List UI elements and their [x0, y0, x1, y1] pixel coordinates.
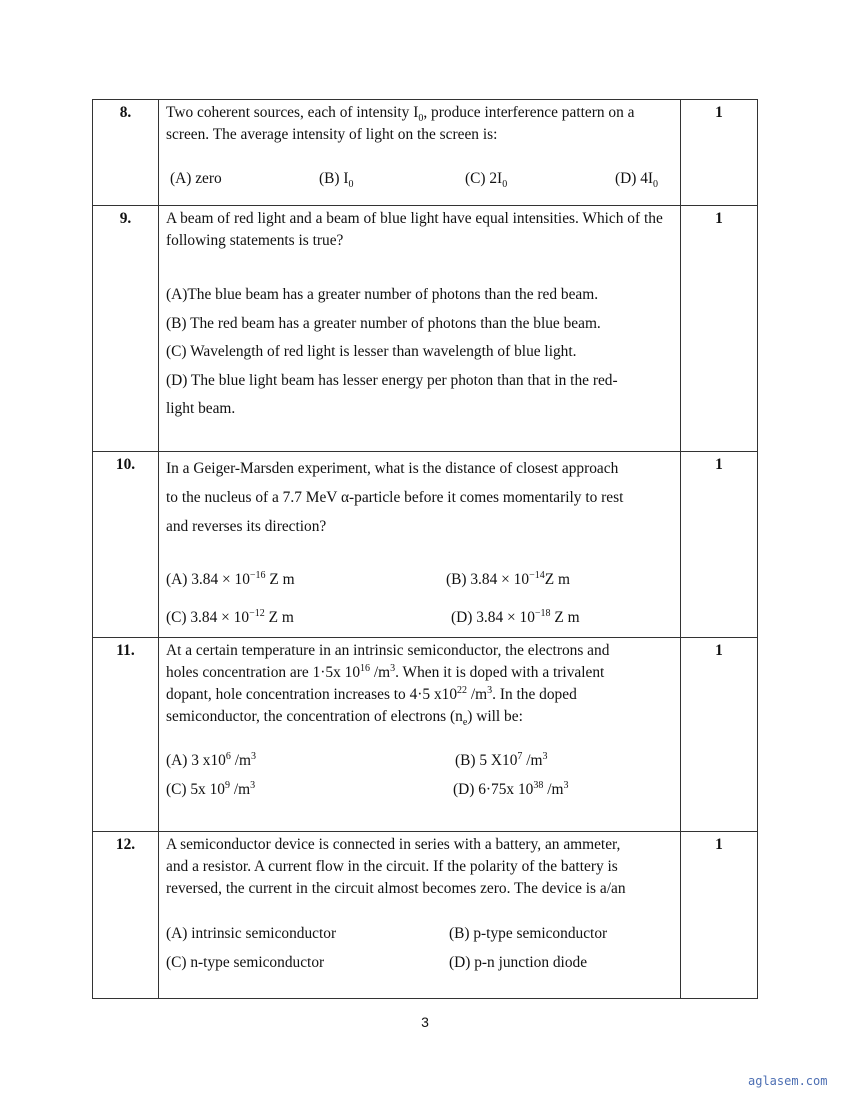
option-a: (A)The blue beam has a greater number of photons than the red beam. [166, 286, 599, 303]
option-a: (A) 3 $x10^6$ $/m^3$ [166, 750, 256, 769]
option-d: (D) $3.84 \times 10^{-18}$ Z m [451, 607, 580, 626]
question-row-12 [93, 832, 758, 999]
question-row-9 [93, 206, 758, 452]
option-c: (C) $2I_0$ [465, 170, 508, 191]
option-b: (B) The red beam has a greater number of photons than the blue beam. [166, 314, 601, 332]
question-stem [166, 640, 673, 728]
question-marks: 1 [681, 638, 758, 832]
options-row [166, 561, 673, 599]
question-body [159, 832, 681, 999]
stem-line: and reverses its direction? [166, 518, 327, 535]
options-row [166, 746, 673, 775]
option-c: (C) 5x $10^9$ $/m^3$ [166, 779, 256, 798]
option-b: (B) 5 $X10^7$ $/m^3$ [455, 750, 548, 769]
option-a: (A) $3.84 \times 10^{-16}$ Z m [166, 569, 295, 588]
question-number: 12. [93, 832, 159, 999]
questions-table [92, 99, 758, 999]
question-marks: 1 [681, 452, 758, 638]
question-row-8 [93, 100, 758, 206]
question-row-10 [93, 452, 758, 638]
option-d: (D) p-n junction diode [449, 954, 588, 971]
option-b: (B) $I_0$ [319, 170, 354, 191]
stem-text: , produce interference pattern on a screen. The average intensity of light on the screen is: [166, 104, 635, 143]
option-b: (B) $3.84 \times 10^{-14}Z$ m [446, 569, 570, 588]
options-row [166, 948, 673, 977]
stem-line: semiconductor, the concentration of electrons $(n_e)$ will be: [166, 708, 523, 729]
stem-line: A semiconductor device is connected in series with a battery, an ammeter, [166, 836, 621, 853]
question-body [159, 100, 681, 206]
stem-sub: 0 [418, 113, 424, 125]
stem-line: dopant, hole concentration increases to 4·5 $x10^{22}$ $/m^3$. In the doped [166, 684, 577, 703]
option-d: (D) 6·75x $10^{38}$ $/m^3$ [453, 779, 569, 798]
question-stem [166, 102, 673, 146]
option-d: (D) $4I_0$ [615, 170, 659, 191]
question-number: 10. [93, 452, 159, 638]
question-stem [166, 834, 673, 900]
question-body [159, 206, 681, 452]
option-d: (D) The blue light beam has lesser energy per photon than that in the red- light beam. [166, 371, 618, 417]
stem-line: to the nucleus of a 7.7 MeV α-particle before it comes momentarily to rest [166, 489, 624, 506]
question-row-11 [93, 638, 758, 832]
question-number: 9. [93, 206, 159, 452]
question-body [159, 638, 681, 832]
stem-text: Two coherent sources, each of intensity I [166, 104, 419, 121]
question-marks: 1 [681, 100, 758, 206]
question-stem: A beam of red light and a beam of blue light have equal intensities. Which of the following statements is true? [166, 210, 663, 249]
stem-line: holes concentration are 1·5x $10^{16}$ $/m^3$. When it is doped with a trivalent [166, 662, 605, 681]
question-marks: 1 [681, 206, 758, 452]
stem-line: reversed, the current in the circuit almost becomes zero. The device is a/an [166, 880, 626, 897]
question-marks: 1 [681, 832, 758, 999]
stem-line: and a resistor. A current flow in the circuit. If the polarity of the battery is [166, 858, 618, 875]
options-row [166, 775, 673, 804]
question-body [159, 452, 681, 638]
option-c: (C) n-type semiconductor [166, 954, 325, 971]
options-row [166, 599, 673, 637]
option-a: (A) zero [170, 170, 222, 187]
stem-line: In a Geiger-Marsden experiment, what is the distance of closest approach [166, 460, 619, 477]
option-c: (C) Wavelength of red light is lesser than wavelength of blue light. [166, 343, 577, 360]
options-row [166, 168, 673, 190]
question-stem [166, 454, 673, 541]
watermark-link[interactable]: aglasem.com [748, 1074, 828, 1088]
page-number: 3 [421, 1014, 429, 1030]
option-b: (B) p-type semiconductor [449, 925, 608, 942]
options-row [166, 919, 673, 948]
option-c: (C) $3.84 \times 10^{-12}$ Z m [166, 607, 294, 626]
stem-line: At a certain temperature in an intrinsic semiconductor, the electrons and [166, 642, 610, 659]
option-a: (A) intrinsic semiconductor [166, 925, 337, 942]
question-number: 8. [93, 100, 159, 206]
question-number: 11. [93, 638, 159, 832]
